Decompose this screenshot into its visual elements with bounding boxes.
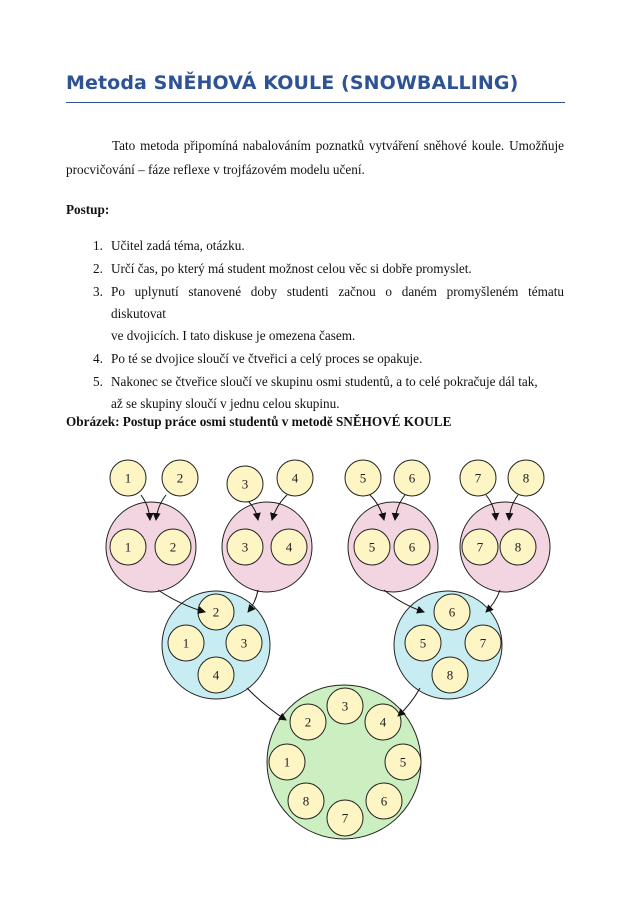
student-number: 5 <box>399 754 407 770</box>
page-title: Metoda SNĚHOVÁ KOULE (SNOWBALLING) <box>66 72 519 94</box>
student-number: 8 <box>522 470 530 486</box>
student-quad <box>168 625 204 661</box>
student-number: 3 <box>241 539 249 555</box>
step-number: 2. <box>93 261 103 276</box>
student-number: 3 <box>341 698 349 714</box>
step-text: Po uplynutí stanovené doby studenti začnou o daném promyšleném tématu diskutovat <box>111 284 564 321</box>
student-number: 5 <box>419 635 427 651</box>
student-number: 4 <box>285 539 293 555</box>
step-item <box>93 258 564 280</box>
student-number: 5 <box>368 539 376 555</box>
student-number: 2 <box>212 604 220 620</box>
student-pair <box>354 529 390 565</box>
student-number: 4 <box>212 667 220 683</box>
student-number: 6 <box>448 604 456 620</box>
postup-heading: Postup: <box>66 202 110 217</box>
student-pair <box>155 529 191 565</box>
student-number: 7 <box>476 539 484 555</box>
step-item <box>93 235 564 257</box>
student-group <box>385 744 421 780</box>
student-number: 1 <box>124 539 132 555</box>
title-underline <box>66 102 565 103</box>
student-number: 3 <box>241 476 249 492</box>
student-group <box>366 783 402 819</box>
student-number: 1 <box>283 754 291 770</box>
step-text: Po té se dvojice sloučí ve čtveřici a celý proces se opakuje. <box>111 351 423 366</box>
student-top <box>394 460 430 496</box>
student-quad <box>434 594 470 630</box>
student-quad <box>226 625 262 661</box>
student-number: 7 <box>341 810 349 826</box>
student-quad <box>465 625 501 661</box>
student-number: 5 <box>359 470 367 486</box>
student-quad <box>432 657 468 693</box>
student-number: 1 <box>182 635 190 651</box>
student-number: 2 <box>304 714 312 730</box>
step-number: 4. <box>93 351 103 366</box>
step-number: 1. <box>93 238 103 253</box>
student-group <box>290 704 326 740</box>
step-item <box>93 348 564 370</box>
student-number: 4 <box>291 470 299 486</box>
student-group <box>327 688 363 724</box>
student-number: 2 <box>176 470 184 486</box>
student-group <box>365 704 401 740</box>
step-text: Učitel zadá téma, otázku. <box>111 238 245 253</box>
intro-line-1: Tato metoda připomíná nabalováním poznatků vytváření sněhové koule. Umožňuje <box>112 138 564 153</box>
student-number: 7 <box>474 470 482 486</box>
student-number: 3 <box>240 635 248 651</box>
step-text: Určí čas, po který má student možnost celou věc si dobře promyslet. <box>111 261 472 276</box>
student-number: 8 <box>514 539 522 555</box>
student-top <box>162 460 198 496</box>
student-pair <box>227 529 263 565</box>
student-number: 6 <box>380 793 388 809</box>
student-pair <box>462 529 498 565</box>
step-item <box>93 281 564 347</box>
intro-paragraph <box>66 134 564 182</box>
student-pair <box>394 529 430 565</box>
student-group <box>327 800 363 836</box>
student-number: 1 <box>124 470 132 486</box>
step-text: až se skupiny sloučí v jednu celou skupinu. <box>111 396 340 411</box>
student-number: 7 <box>479 635 487 651</box>
student-quad <box>198 657 234 693</box>
step-item <box>93 371 564 415</box>
student-quad <box>405 625 441 661</box>
student-pair <box>271 529 307 565</box>
steps-list <box>93 235 564 415</box>
student-top <box>345 460 381 496</box>
student-number: 6 <box>408 470 416 486</box>
intro-line-2: procvičování – fáze reflexe v trojfázovém modelu učení. <box>66 162 365 177</box>
student-group <box>288 783 324 819</box>
step-text: Nakonec se čtveřice sloučí ve skupinu osmi studentů, a to celé pokračuje dál tak, <box>111 374 538 389</box>
student-top <box>277 460 313 496</box>
student-top <box>110 460 146 496</box>
student-pair <box>500 529 536 565</box>
step-number: 5. <box>93 374 103 389</box>
student-number: 8 <box>302 793 310 809</box>
step-text: ve dvojicích. I tato diskuse je omezena časem. <box>111 328 356 343</box>
student-top <box>227 466 263 502</box>
student-pair <box>110 529 146 565</box>
student-number: 8 <box>446 667 454 683</box>
student-top <box>508 460 544 496</box>
snowball-diagram <box>0 440 638 840</box>
student-top <box>460 460 496 496</box>
step-number: 3. <box>93 284 103 299</box>
figure-caption: Obrázek: Postup práce osmi studentů v metodě SNĚHOVÉ KOULE <box>66 414 452 429</box>
student-number: 4 <box>379 714 387 730</box>
flow-arrow <box>247 688 286 720</box>
student-number: 2 <box>169 539 177 555</box>
student-number: 6 <box>408 539 416 555</box>
student-group <box>269 744 305 780</box>
